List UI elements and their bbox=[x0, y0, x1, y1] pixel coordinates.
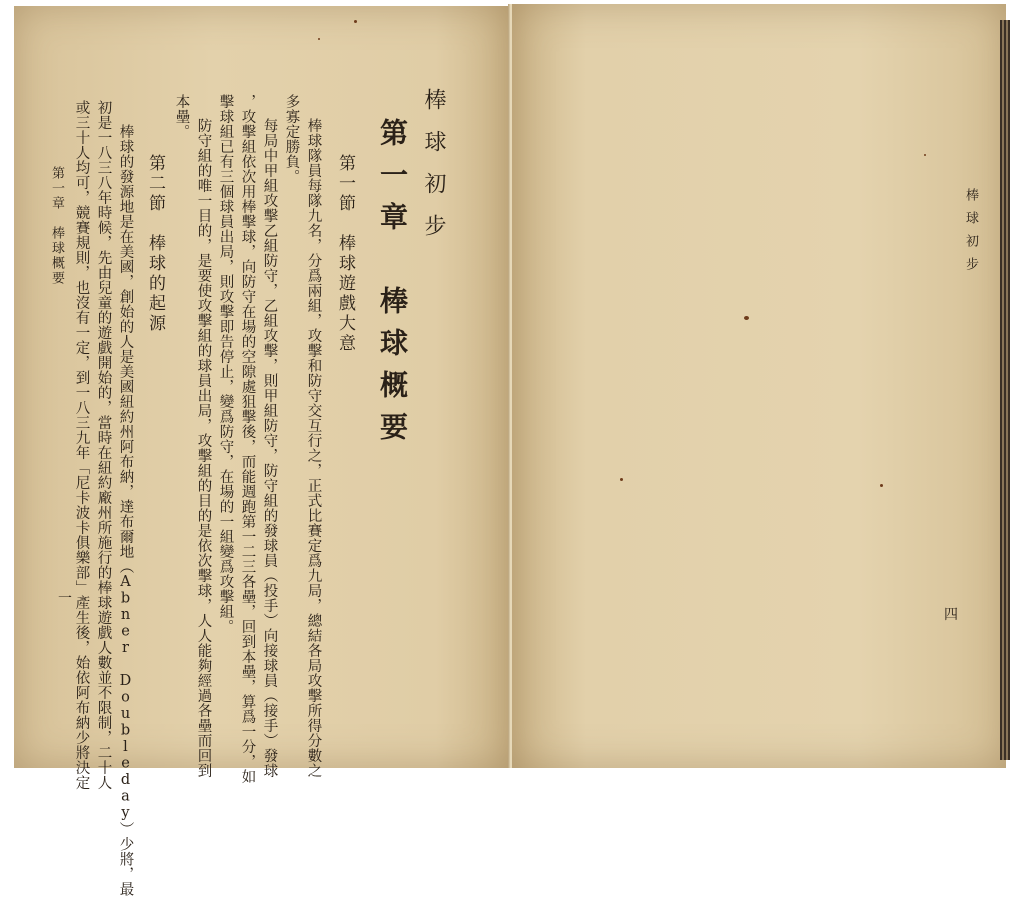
page-edges bbox=[1000, 20, 1010, 760]
stain bbox=[924, 154, 926, 156]
page-number-right: 四 bbox=[944, 607, 958, 623]
paragraph-2-line-1: 每局中甲組攻擊乙組防守，乙組攻擊，則甲組防守，防守組的發球員（投手）向接球員（接手）發球 bbox=[261, 118, 278, 778]
stain bbox=[744, 316, 749, 320]
paragraph-2-line-5: 本壘。 bbox=[173, 94, 190, 139]
paragraph-2-line-4: 防守組的唯一目的，是要使攻擊組的球員出局，攻擊組的目的是依次擊球，人人能夠經過各壘而回到 bbox=[195, 118, 212, 778]
stain bbox=[880, 484, 883, 487]
running-head: 棒球初步 bbox=[421, 88, 446, 256]
paragraph-1-line-1: 棒球隊員每隊九名，分爲兩組，攻擊和防守交互行之，正式比賽定爲九局，總結各局攻擊所得分數之 bbox=[305, 118, 322, 778]
paragraph-3-line-3: 或三十人均可，競賽規則，也沒有一定，到一八三九年「尼卡波卡俱樂部」產生後，始依阿布納少將決定 bbox=[73, 100, 90, 790]
chapter-title: 第一章 棒球概要 bbox=[376, 118, 409, 454]
stain bbox=[318, 38, 320, 40]
section-2-title: 第二節 棒球的起源 bbox=[145, 154, 165, 334]
left-page bbox=[14, 6, 510, 897]
stain bbox=[354, 20, 357, 23]
paragraph-1-line-2: 多寡定勝負。 bbox=[283, 94, 300, 184]
paragraph-3-line-2: 初是一八三八年時候，先由兒童的遊戲開始的，當時在紐約廠州所施行的棒球遊戲人數並不限制，二十人 bbox=[95, 100, 112, 790]
paragraph-2-line-3: 擊球組已有三個球員出局，則攻擊即告停止，變爲防守，在場的一組變爲攻擊組。 bbox=[217, 94, 234, 634]
page-number: 一 bbox=[58, 591, 72, 607]
paragraph-3-line-1: 棒球的發源地是在美國，創始的人是美國紐約州阿布納，達布爾地（Abner Doubleday）少將，最 bbox=[117, 124, 134, 897]
section-1-title: 第一節 棒球遊戲大意 bbox=[335, 154, 355, 354]
right-page bbox=[512, 4, 1006, 768]
footer-chapter: 第一章 棒球概要 bbox=[49, 166, 64, 286]
running-head-right: 棒球初步 bbox=[963, 188, 978, 280]
stain bbox=[620, 478, 623, 481]
paragraph-2-line-2: ，攻擊組依次用棒擊球，向防守在場的空隙處狙擊後，而能週跑第一二三各壘，回到本壘，算爲一分，如 bbox=[239, 94, 256, 784]
